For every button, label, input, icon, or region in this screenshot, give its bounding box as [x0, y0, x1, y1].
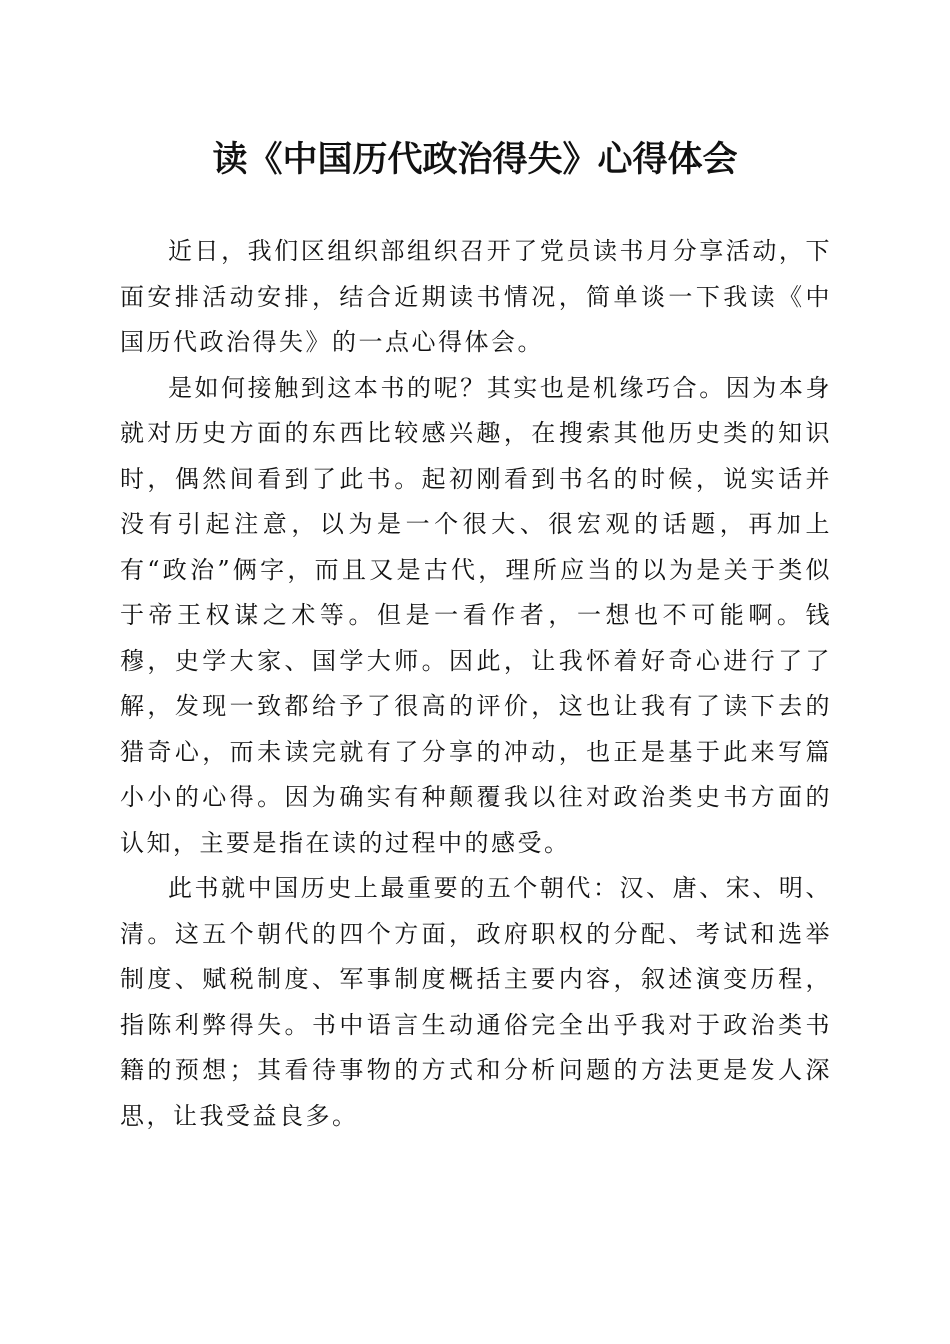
paragraph-3: 此书就中国历史上最重要的五个朝代：汉、唐、宋、明、清。这五个朝代的四个方面，政府职权的分配、考试和选举制度、赋税制度、军事制度概括主要内容，叙述演变历程，指陈利弊得失。书中语言生动通俗完全出乎我对于政治类书籍的预想；其看待事物的方式和分析问题的方法更是发人深思，让我受益良多。 — [120, 874, 832, 1130]
document-body — [120, 229, 832, 1139]
paragraph-2: 是如何接触到这本书的呢？其实也是机缘巧合。因为本身就对历史方面的东西比较感兴趣，在搜索其他历史类的知识时，偶然间看到了此书。起初刚看到书名的时候，说实话并没有引起注意，以为是一个很大、很宏观的话题，再加上有“政治”俩字，而且又是古代，理所应当的以为是关于类似于帝王权谋之术等。但是一看作者，一想也不可能啊。钱穆，史学大家、国学大师。因此，让我怀着好奇心进行了了解，发现一致都给予了很高的评价，这也让我有了读下去的猎奇心，而未读完就有了分享的冲动，也正是基于此来写篇小小的心得。因为确实有种颠覆我以往对政治类史书方面的认知，主要是指在读的过程中的感受。 — [120, 373, 832, 857]
document-title: 读《中国历代政治得失》心得体会 — [212, 139, 738, 180]
paragraph-1: 近日，我们区组织部组织召开了党员读书月分享活动，下面安排活动安排，结合近期读书情况，简单谈一下我读《中国历代政治得失》的一点心得体会。 — [120, 237, 832, 356]
